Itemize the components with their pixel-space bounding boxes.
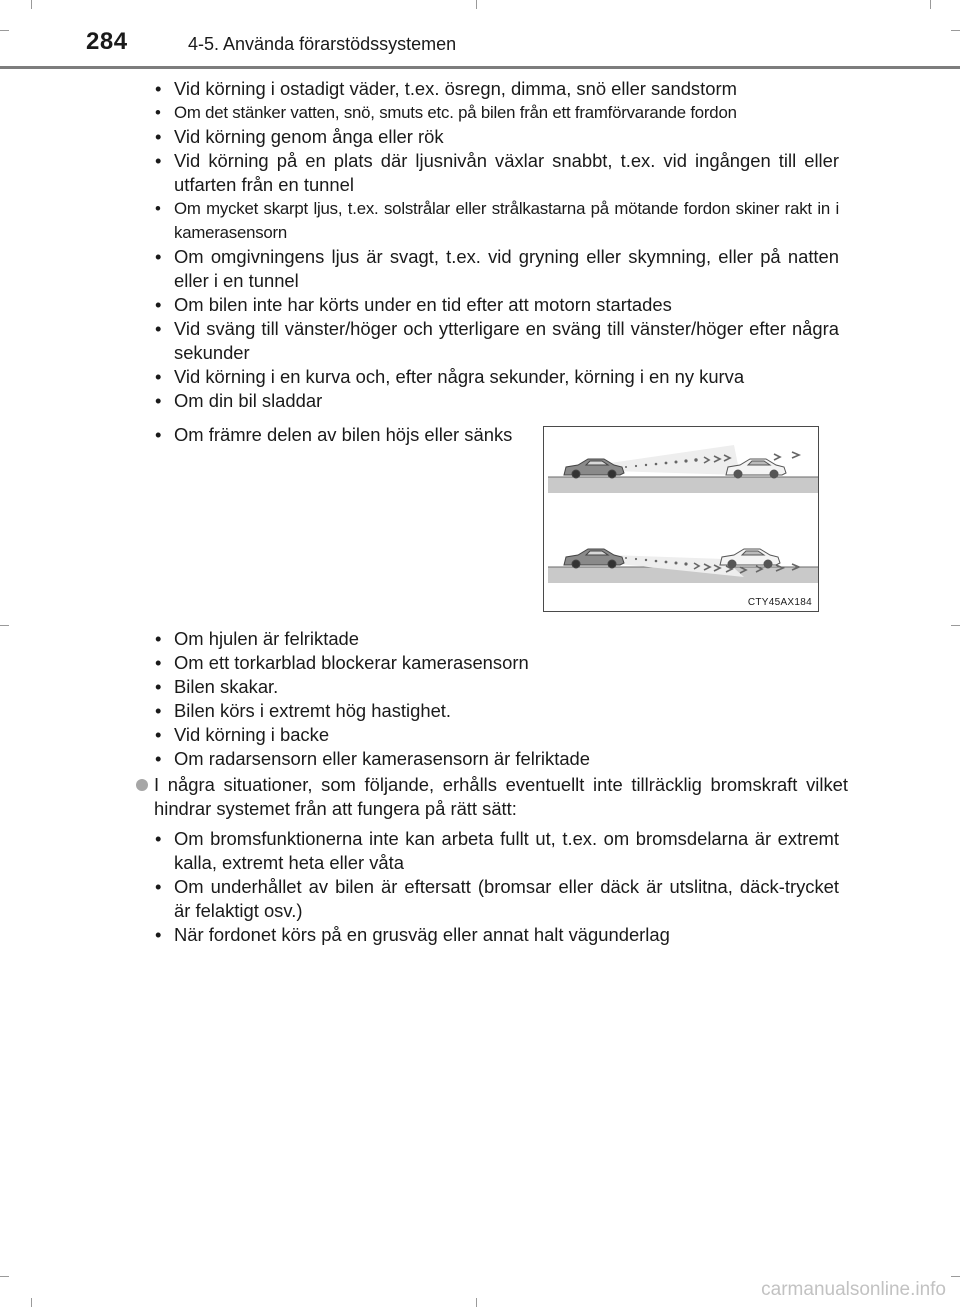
crop-mark: [31, 1298, 32, 1307]
list-item: • Bilen körs i extremt hög hastighet.: [155, 699, 839, 723]
crop-mark: [930, 0, 931, 9]
list-item: • Vid körning i ostadigt väder, t.ex. ösregn, dimma, snö eller sandstorm: [155, 77, 839, 101]
crop-mark: [0, 625, 9, 626]
illustration-cars-radar: [543, 426, 819, 612]
condition-list: [155, 423, 519, 447]
list-item: • Om hjulen är felriktade: [155, 627, 839, 651]
list-item: • Om underhållet av bilen är eftersatt (bromsar eller däck är utslitna, däck-trycket är felaktigt osv.): [155, 875, 839, 923]
crop-mark: [951, 625, 960, 626]
preceding-car: [720, 549, 780, 568]
list-item: • Om radarsensorn eller kamerasensorn är felriktade: [155, 747, 839, 771]
list-item: • Vid körning genom ånga eller rök: [155, 125, 839, 149]
list-item: • Om ett torkarblad blockerar kamerasensorn: [155, 651, 839, 675]
list-item: • Om främre delen av bilen höjs eller sänks: [155, 423, 519, 447]
section-bullet-icon: [136, 779, 148, 791]
header-divider: [0, 66, 960, 69]
crop-mark: [0, 1276, 9, 1277]
page-number: 284: [86, 28, 128, 55]
section-paragraph: [136, 773, 848, 821]
condition-list: [155, 827, 839, 947]
list-item: • Om omgivningens ljus är svagt, t.ex. vid gryning eller skymning, eller på natten eller i en tunnel: [155, 245, 839, 293]
crop-mark: [0, 30, 9, 31]
list-item: • Om bromsfunktionerna inte kan arbeta fullt ut, t.ex. om bromsdelarna är extremt kalla, extremt heta eller våta: [155, 827, 839, 875]
list-item: • När fordonet körs på en grusväg eller annat halt vägunderlag: [155, 923, 839, 947]
road-band: [548, 477, 818, 493]
crop-mark: [476, 1298, 477, 1307]
list-item: • Om din bil sladdar: [155, 389, 839, 413]
list-item: • Vid körning i en kurva och, efter några sekunder, körning i en ny kurva: [155, 365, 839, 389]
list-item: • Om det stänker vatten, snö, smuts etc. på bilen från ett framförvarande fordon: [155, 101, 839, 125]
watermark: carmanualsonline.info: [761, 1279, 946, 1300]
radar-beam: [610, 445, 740, 475]
cars-radar-drawing: [544, 427, 818, 611]
crop-mark: [951, 1276, 960, 1277]
section-title: 4-5. Använda förarstödssystemen: [188, 34, 457, 54]
condition-list: [155, 77, 839, 413]
list-item: • Om mycket skarpt ljus, t.ex. solstrålar eller strålkastarna på mötande fordon skiner rakt in i kamerasensorn: [155, 197, 839, 245]
list-item: • Om bilen inte har körts under en tid efter att motorn startades: [155, 293, 839, 317]
crop-mark: [31, 0, 32, 9]
condition-list: [155, 627, 839, 771]
own-car: [564, 459, 624, 478]
crop-mark: [951, 30, 960, 31]
crop-mark: [476, 0, 477, 9]
list-item: • Vid körning i backe: [155, 723, 839, 747]
list-item: • Vid sväng till vänster/höger och ytterligare en sväng till vänster/höger efter några sekunder: [155, 317, 839, 365]
own-car: [564, 549, 624, 568]
list-item: • Vid körning på en plats där ljusnivån växlar snabbt, t.ex. vid ingången till eller utfarten från en tunnel: [155, 149, 839, 197]
section-text: I några situationer, som följande, erhålls eventuellt inte tillräcklig bromskraft vilket hindrar systemet från att fungera på rätt sätt:: [154, 774, 848, 819]
list-item: • Bilen skakar.: [155, 675, 839, 699]
figure-code: CTY45AX184: [747, 597, 812, 608]
